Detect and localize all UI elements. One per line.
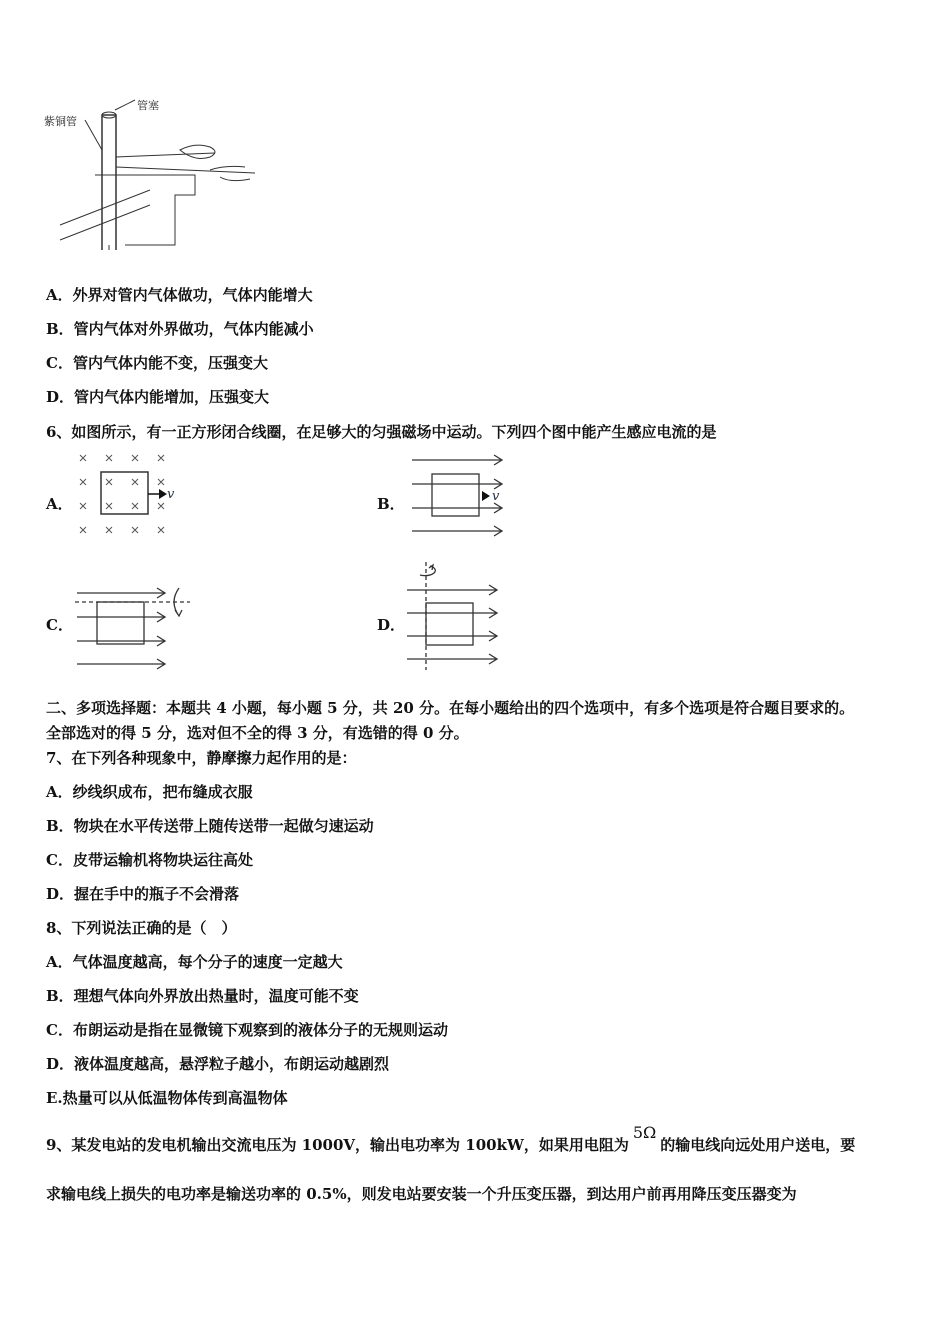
magnetic-field-cross-icon (158, 527, 164, 533)
q8-option-c: C．布朗运动是指在显微镜下观察到的液体分子的无规则运动 (46, 1021, 448, 1039)
q6-label-b: B． (377, 495, 405, 513)
q7-option-c: C．皮带运输机将物块运往高处 (46, 851, 253, 869)
q8-option-a: A．气体温度越高，每个分子的速度一定越大 (46, 953, 343, 971)
section2-line1: 二、多项选择题：本题共 4 小题，每小题 5 分，共 20 分。在每小题给出的四个选项中，有多个选项是符合题目要求的。 (46, 699, 855, 717)
diagram-a (75, 450, 185, 535)
q8-option-e: E.热量可以从低温物体传到高温物体 (46, 1089, 288, 1107)
magnetic-field-cross-icon (132, 455, 138, 461)
q9-resistance: 5Ω (632, 1123, 657, 1142)
q5-option-c: C．管内气体内能不变，压强变大 (46, 354, 268, 372)
q6-label-c: C． (46, 616, 73, 634)
magnetic-field-cross-icon (132, 503, 138, 509)
diagram-d (405, 562, 505, 670)
q9-line1 (46, 1123, 856, 1155)
q6-stem: 6、如图所示，有一正方形闭合线圈，在足够大的匀强磁场中运动。下列四个图中能产生感应电流的是 (46, 423, 717, 441)
magnetic-field-cross-icon (80, 455, 86, 461)
q7-option-b: B．物块在水平传送带上随传送带一起做匀速运动 (46, 817, 374, 835)
magnetic-field-cross-icon (158, 503, 164, 509)
q6-label-d: D． (377, 616, 406, 634)
magnetic-field-cross-icon (106, 479, 112, 485)
q5-option-d: D．管内气体内能增加，压强变大 (46, 388, 270, 406)
diagram-b (410, 452, 510, 537)
q8-option-b: B．理想气体向外界放出热量时，温度可能不变 (46, 987, 359, 1005)
q7-option-d: D．握在手中的瓶子不会滑落 (46, 885, 240, 903)
label-tube: 紫铜管 (44, 115, 77, 128)
q9-part1: 9、某发电站的发电机输出交流电压为 1000V，输出电功率为 100kW，如果用电阻为 (46, 1136, 629, 1154)
velocity-label: v (167, 487, 175, 502)
section2-line2: 全部选对的得 5 分，选对但不全的得 3 分，有选错的得 0 分。 (46, 724, 469, 742)
magnetic-field-cross-icon (106, 455, 112, 461)
velocity-label-b: v (492, 489, 500, 504)
q7-option-a: A．纱线织成布，把布缝成衣服 (46, 783, 253, 801)
label-plug: 管塞 (137, 99, 159, 112)
magnetic-field-cross-icon (158, 479, 164, 485)
q6-label-a: A． (46, 495, 73, 513)
q8-stem: 8、下列说法正确的是（ ） (46, 919, 237, 937)
q8-option-d: D．液体温度越高，悬浮粒子越小，布朗运动越剧烈 (46, 1055, 390, 1073)
diagram-c (75, 585, 195, 675)
magnetic-field-cross-icon (80, 479, 86, 485)
magnetic-field-cross-icon (106, 527, 112, 533)
q7-stem: 7、在下列各种现象中，静摩擦力起作用的是： (46, 749, 357, 767)
q5-option-b: B．管内气体对外界做功，气体内能减小 (46, 320, 314, 338)
magnetic-field-cross-icon (80, 503, 86, 509)
magnetic-field-cross-icon (132, 527, 138, 533)
q9-part2: 的输电线向远处用户送电，要 (660, 1136, 856, 1154)
copper-tube-figure (40, 95, 270, 250)
magnetic-field-cross-icon (106, 503, 112, 509)
magnetic-field-cross-icon (132, 479, 138, 485)
q5-option-a: A．外界对管内气体做功，气体内能增大 (46, 286, 313, 304)
magnetic-field-cross-icon (80, 527, 86, 533)
q9-line2: 求输电线上损失的电功率是输送功率的 0.5%，则发电站要安装一个升压变压器，到达用户前再用降压变压器变为 (46, 1185, 797, 1203)
magnetic-field-cross-icon (158, 455, 164, 461)
